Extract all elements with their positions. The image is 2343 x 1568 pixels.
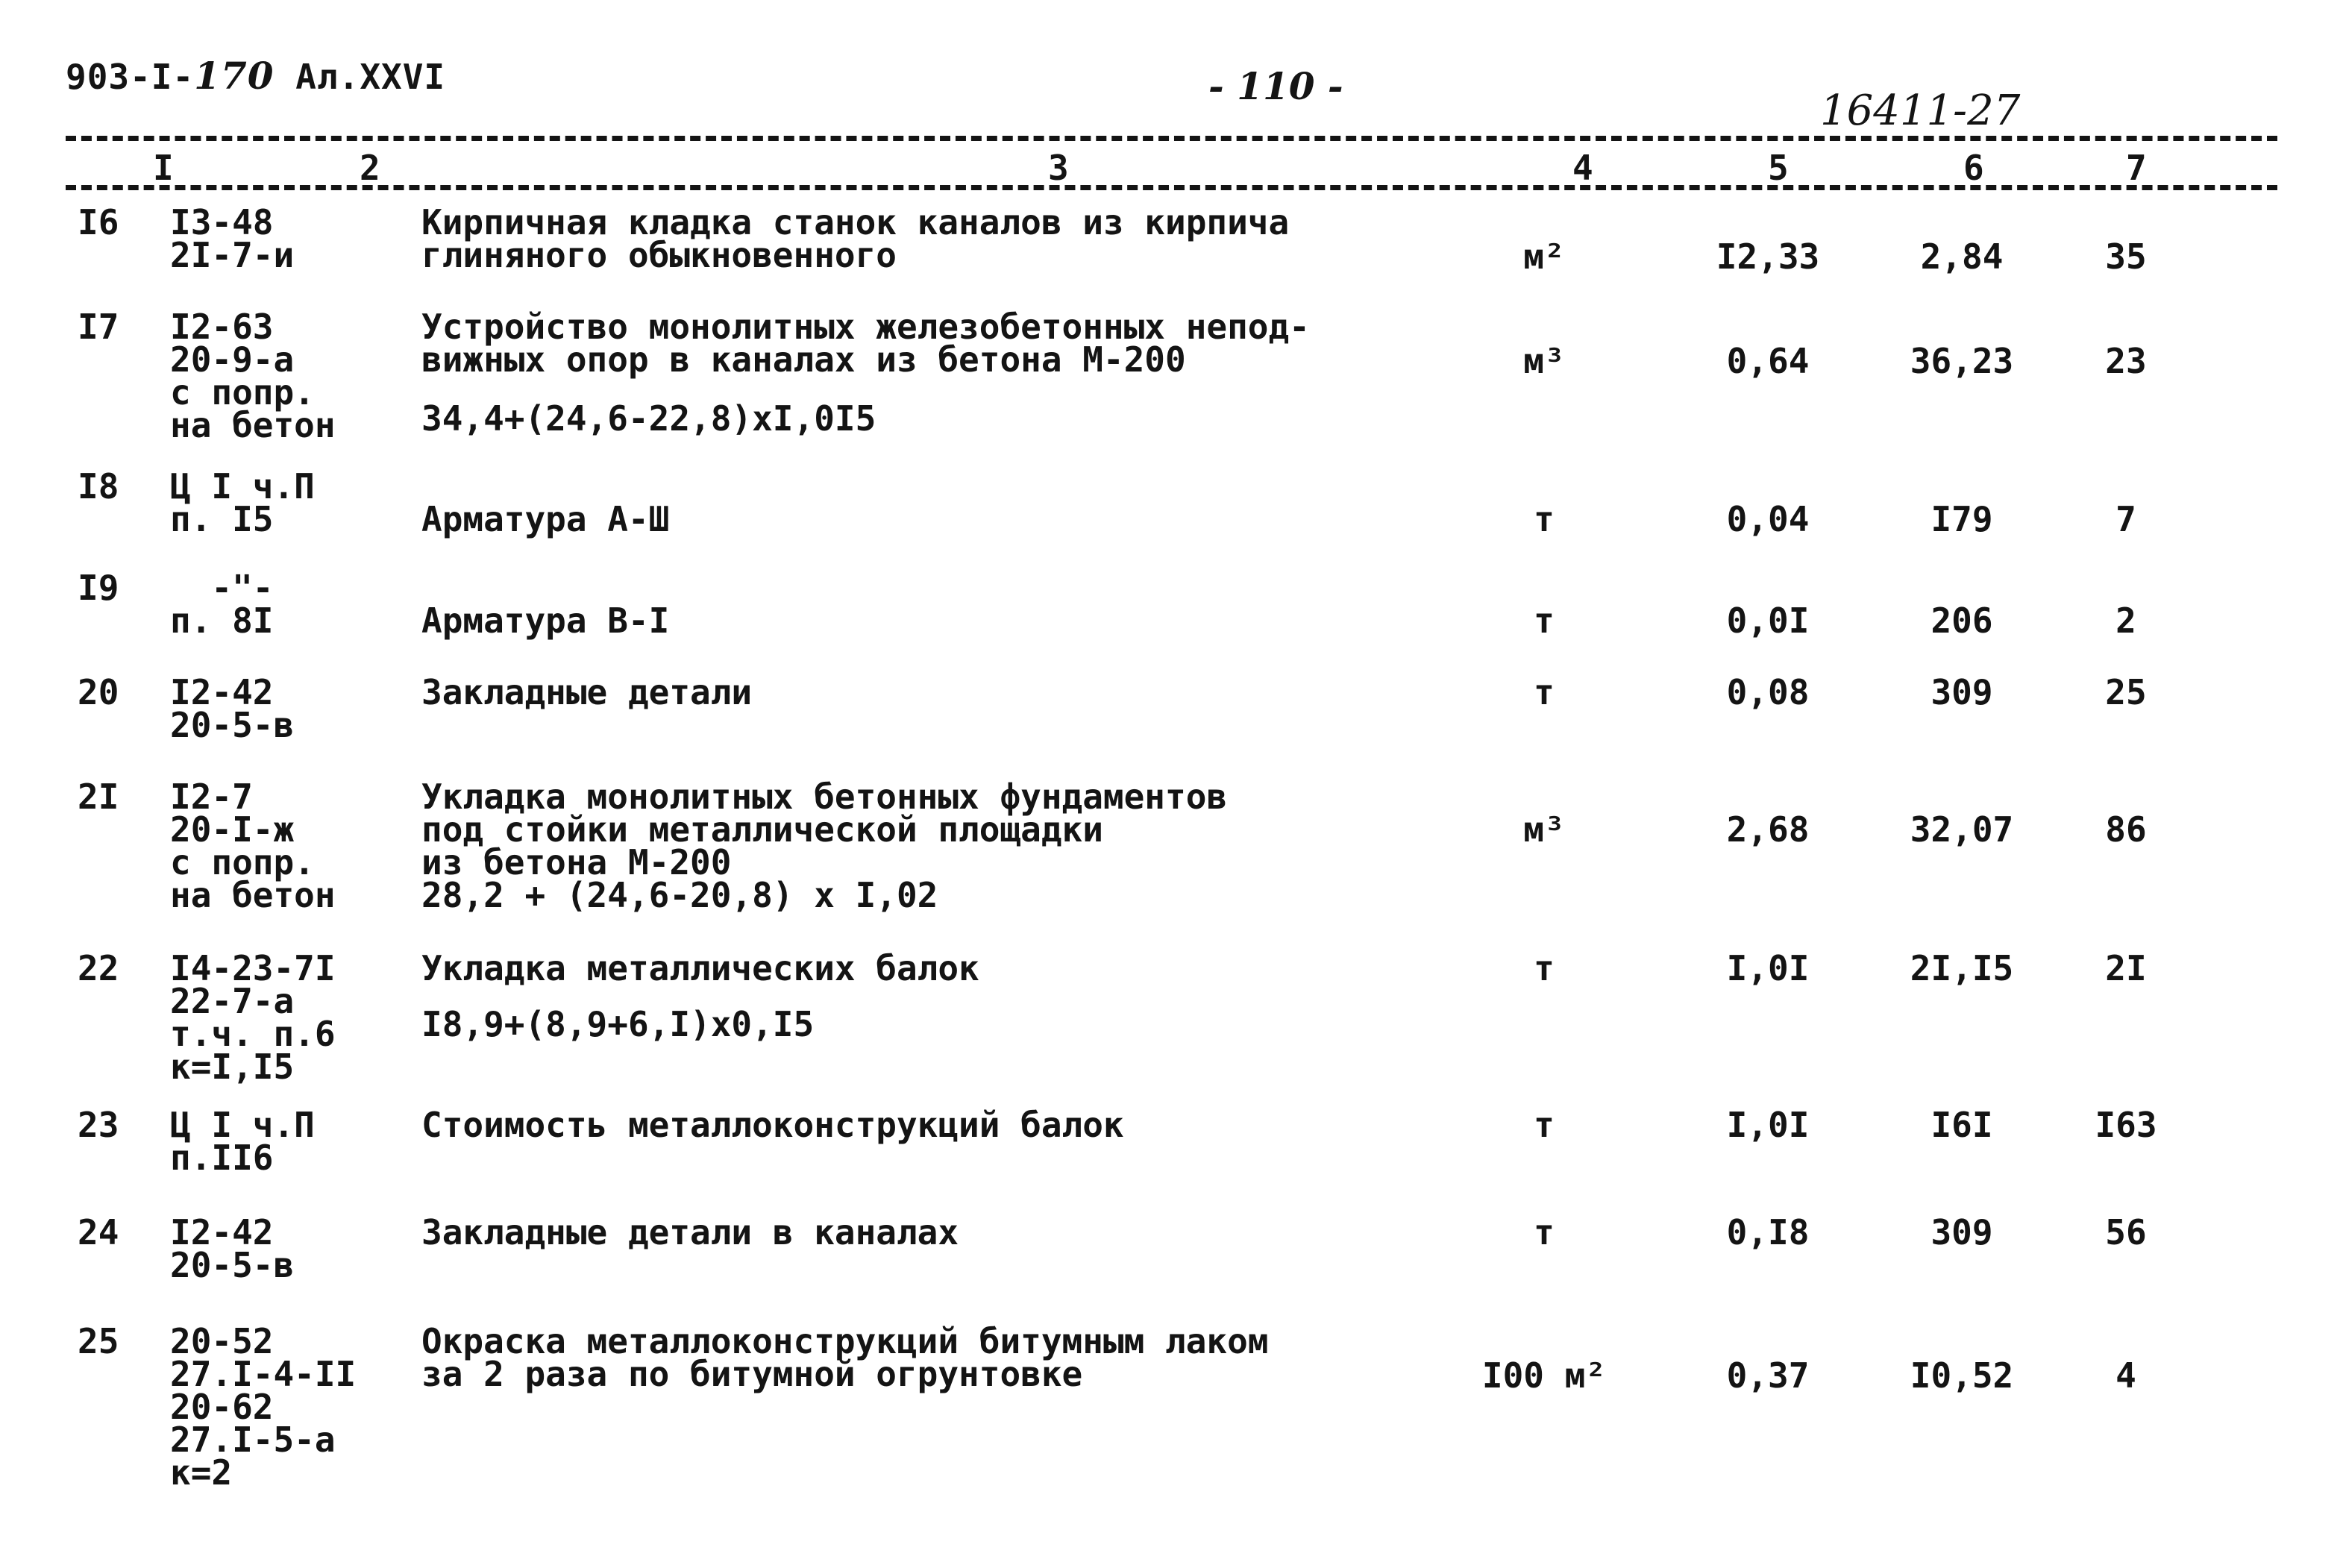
rate-code: I2-63 20-9-а с попр. на бетон xyxy=(170,307,336,445)
quantity: 0,37 xyxy=(1726,1355,1810,1396)
column-number-6: 6 xyxy=(1963,148,1984,188)
total-cost: 4 xyxy=(2115,1355,2136,1396)
quantity: 0,04 xyxy=(1726,499,1810,539)
unit-of-measure: т xyxy=(1534,672,1555,712)
page-number: - 110 - xyxy=(1208,64,1343,108)
rate-code: I2-7 20-I-ж с попр. на бетон xyxy=(170,777,336,915)
row-number: 23 xyxy=(78,1105,119,1145)
unit-price: 309 xyxy=(1930,672,1993,712)
album-label: Ал.XXVI xyxy=(295,57,446,97)
rate-code: Ц I ч.П п.II6 xyxy=(170,1105,315,1178)
rate-code: Ц I ч.П п. I5 xyxy=(170,466,315,539)
unit-price: I0,52 xyxy=(1910,1355,2014,1396)
unit-of-measure: I00 м² xyxy=(1481,1355,1607,1396)
column-number-5: 5 xyxy=(1768,148,1789,188)
total-cost: I63 xyxy=(2095,1105,2157,1145)
calculation-formula: 34,4+(24,6-22,8)xI,0I5 xyxy=(421,398,876,439)
row-number: I9 xyxy=(78,568,119,608)
total-cost: 23 xyxy=(2105,341,2147,381)
header-divider-bottom xyxy=(66,185,2277,190)
work-description: Укладка металлических балок xyxy=(421,948,979,988)
work-description: Стоимость металлоконструкций балок xyxy=(421,1105,1124,1145)
row-number: 22 xyxy=(78,948,119,988)
total-cost: 2 xyxy=(2115,600,2136,641)
work-description: Устройство монолитных железобетонных непод- вижных опор в каналах из бетона М-200 xyxy=(421,307,1310,380)
unit-price: 2I,I5 xyxy=(1910,948,2014,988)
rate-code: I2-42 20-5-в xyxy=(170,1212,295,1285)
unit-price: 2,84 xyxy=(1920,236,2004,277)
column-numbers-row xyxy=(0,148,2343,188)
column-number-7: 7 xyxy=(2126,148,2147,188)
work-description: Окраска металлоконструкций битумным лаком за 2 раза по битумной огрунтовке xyxy=(421,1321,1269,1394)
rate-code: I2-42 20-5-в xyxy=(170,672,295,745)
unit-price: 32,07 xyxy=(1910,809,2014,850)
quantity: I,0I xyxy=(1726,1105,1810,1145)
row-number: I7 xyxy=(78,307,119,347)
quantity: 0,I8 xyxy=(1726,1212,1810,1252)
calculation-formula: I8,9+(8,9+6,I)x0,I5 xyxy=(421,1004,815,1044)
rate-code: I4-23-7I 22-7-а т.ч. п.6 к=I,I5 xyxy=(170,948,336,1087)
unit-of-measure: т xyxy=(1534,499,1555,539)
quantity: 0,08 xyxy=(1726,672,1810,712)
column-number-3: 3 xyxy=(1048,148,1069,188)
total-cost: 2I xyxy=(2105,948,2147,988)
unit-of-measure: м³ xyxy=(1523,809,1565,850)
work-description: Закладные детали в каналах xyxy=(421,1212,959,1252)
column-number-1: I xyxy=(153,148,174,188)
unit-of-measure: т xyxy=(1534,948,1555,988)
quantity: I,0I xyxy=(1726,948,1810,988)
total-cost: 25 xyxy=(2105,672,2147,712)
unit-of-measure: т xyxy=(1534,1212,1555,1252)
total-cost: 56 xyxy=(2105,1212,2147,1252)
rate-code: -"- п. 8I xyxy=(170,568,274,641)
row-number: I8 xyxy=(78,466,119,507)
column-number-4: 4 xyxy=(1572,148,1593,188)
unit-of-measure: т xyxy=(1534,1105,1555,1145)
unit-price: I6I xyxy=(1930,1105,1993,1145)
work-description: Арматура А-Ш xyxy=(421,499,670,539)
row-number: 2I xyxy=(78,777,119,817)
quantity: I2,33 xyxy=(1716,236,1820,277)
unit-price: I79 xyxy=(1930,499,1993,539)
row-number: I6 xyxy=(78,202,119,242)
document-code-handwritten: 170 xyxy=(194,54,275,98)
row-number: 25 xyxy=(78,1321,119,1361)
column-number-2: 2 xyxy=(360,148,380,188)
total-cost: 7 xyxy=(2115,499,2136,539)
unit-of-measure: м² xyxy=(1523,236,1565,277)
unit-price: 309 xyxy=(1930,1212,1993,1252)
work-description: Арматура В-I xyxy=(421,600,670,641)
row-number: 24 xyxy=(78,1212,119,1252)
document-code xyxy=(66,54,445,98)
work-description: Укладка монолитных бетонных фундаментов под стойки металлической площадки из бетона М-200 28,2 + (24,6-20,8) x I,02 xyxy=(421,777,1228,915)
unit-of-measure: т xyxy=(1534,600,1555,641)
stamp-number: 16411-27 xyxy=(1820,87,2021,135)
rate-code: I3-48 2I-7-и xyxy=(170,202,295,275)
row-number: 20 xyxy=(78,672,119,712)
unit-of-measure: м³ xyxy=(1523,341,1565,381)
total-cost: 86 xyxy=(2105,809,2147,850)
total-cost: 35 xyxy=(2105,236,2147,277)
work-description: Кирпичная кладка станок каналов из кирпича глиняного обыкновенного xyxy=(421,202,1290,275)
document-code-prefix: 903-I- xyxy=(66,57,195,97)
header-divider-top xyxy=(66,136,2277,141)
unit-price: 36,23 xyxy=(1910,341,2014,381)
quantity: 0,64 xyxy=(1726,341,1810,381)
quantity: 0,0I xyxy=(1726,600,1810,641)
unit-price: 206 xyxy=(1930,600,1993,641)
rate-code: 20-52 27.I-4-II 20-62 27.I-5-а к=2 xyxy=(170,1321,357,1493)
work-description: Закладные детали xyxy=(421,672,753,712)
quantity: 2,68 xyxy=(1726,809,1810,850)
